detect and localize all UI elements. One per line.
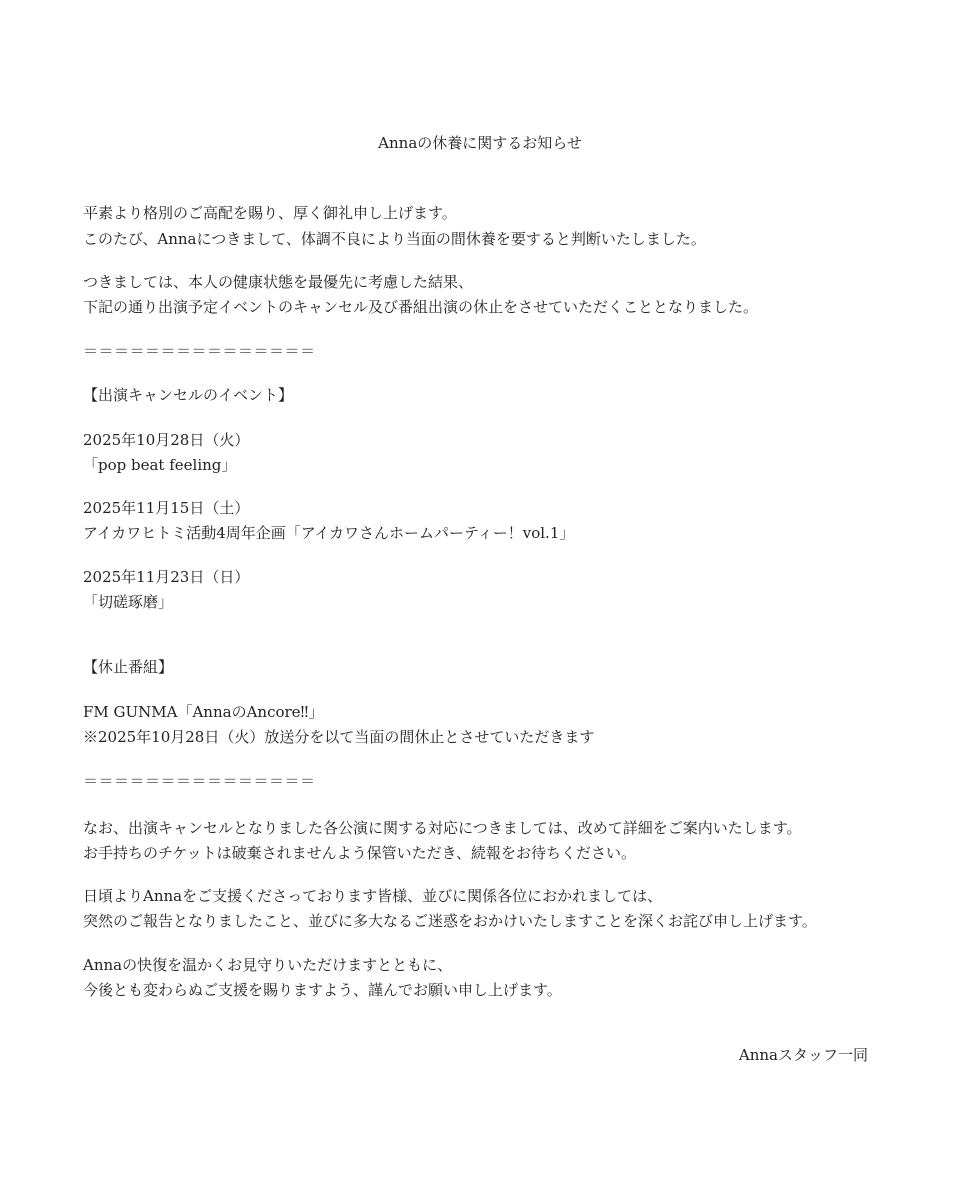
announcement-title: Annaの休養に関するお知らせ [378,134,582,152]
closing-line-6: 今後とも変わらぬご支援を賜りますよう、謹んでお願い申し上げます。 [83,981,562,999]
event-2-name: アイカワヒトミ活動4周年企画「アイカワさんホームパーティー！vol.1」 [83,524,575,542]
event-3-name: 「切磋琢磨」 [83,593,174,611]
event-3-date: 2025年11月23日（日） [83,568,250,586]
program-name: FM GUNMA「AnnaのAncore‼」 [83,703,324,721]
closing-line-2: お手持ちのチケットは破棄されませんよう保管いただき、続報をお待ちください。 [83,844,637,862]
closing-line-5: Annaの快復を温かくお見守りいただけますとともに、 [83,956,453,974]
paused-program-heading: 【休止番組】 [83,658,174,676]
intro-line-2: このたび、Annaにつきまして、体調不良により当面の間休養を要すると判断いたしました。 [83,230,706,248]
divider-bottom: ＝＝＝＝＝＝＝＝＝＝＝＝＝＝＝ [83,772,316,790]
event-1-date: 2025年10月28日（火） [83,431,250,449]
signature: Annaスタッフ一同 [738,1046,868,1064]
program-note: ※2025年10月28日（火）放送分を以て当面の間休止とさせていただきます [83,728,595,746]
event-2-date: 2025年11月15日（土） [83,499,250,517]
intro-line-3: つきましては、本人の健康状態を最優先に考慮した結果、 [83,273,474,291]
cancel-events-heading: 【出演キャンセルのイベント】 [83,386,294,404]
closing-line-4: 突然のご報告となりましたこと、並びに多大なるご迷惑をおかけいたしますことを深くお詫び申し上げます。 [83,912,817,930]
divider-top: ＝＝＝＝＝＝＝＝＝＝＝＝＝＝＝ [83,342,316,360]
event-1-name: 「pop beat feeling」 [83,456,237,474]
intro-line-1: 平素より格別のご高配を賜り、厚く御礼申し上げます。 [83,204,457,222]
closing-line-3: 日頃よりAnnaをご支援くださっております皆様、並びに関係各位におかれましては、 [83,887,663,905]
intro-line-4: 下記の通り出演予定イベントのキャンセル及び番組出演の休止をさせていただくこととなりました。 [83,298,759,316]
closing-line-1: なお、出演キャンセルとなりました各公演に関する対応につきましては、改めて詳細をご案内いたします。 [83,819,802,837]
